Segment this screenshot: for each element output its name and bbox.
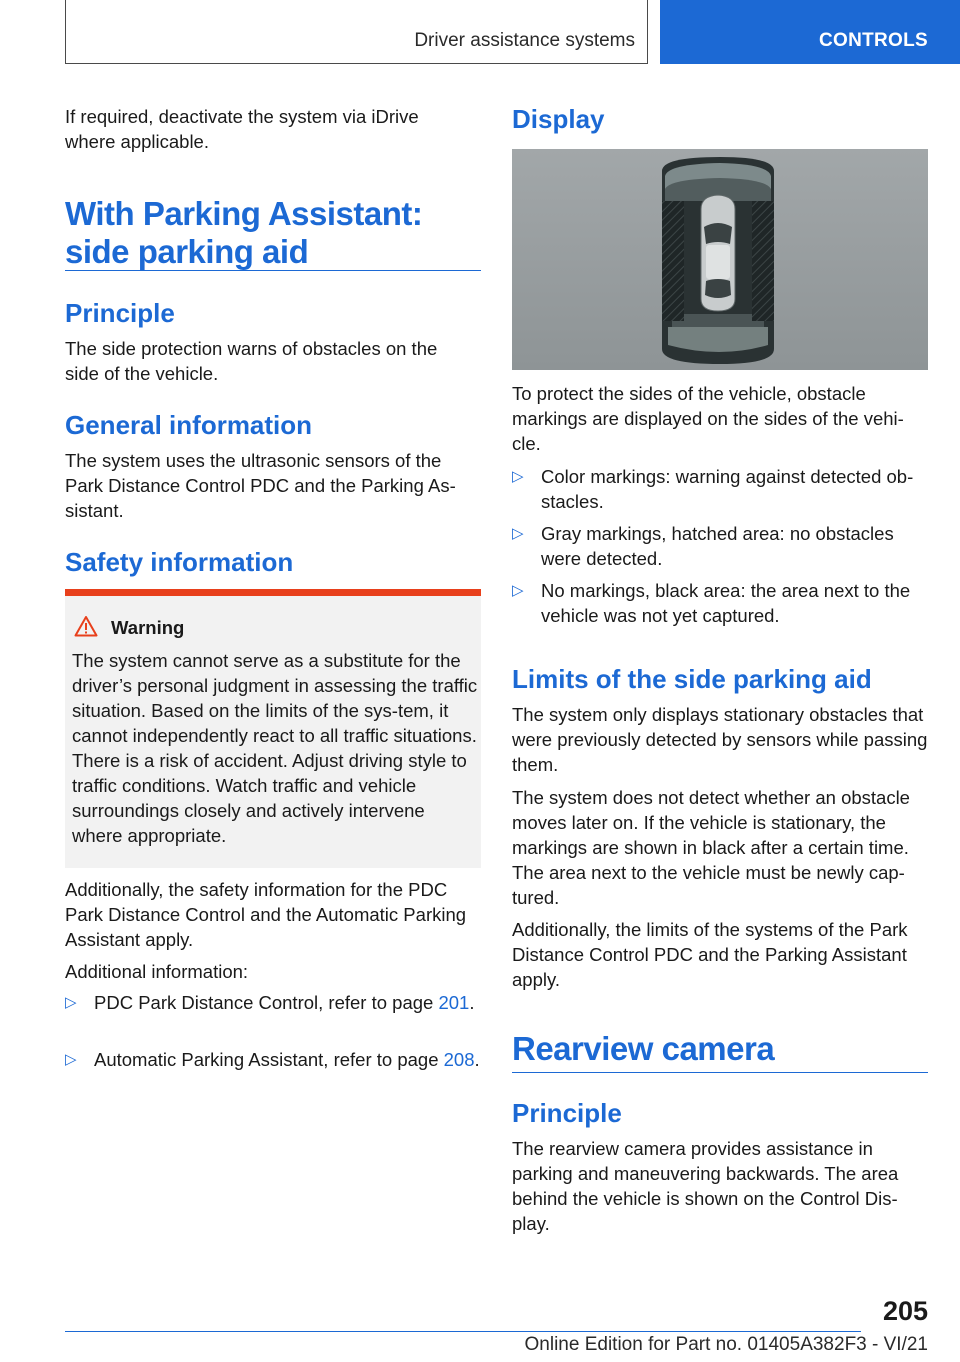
general-info-text: The system uses the ultrasonic sensors of the Park Distance Control PDC and the Parking As-sistant.: [65, 450, 456, 521]
warning-triangle-icon: [74, 615, 98, 637]
side-parking-aid-illustration: [512, 149, 928, 370]
edition-footer: Online Edition for Part no. 01405A382F3 - VI/21: [524, 1334, 928, 1355]
warning-title: Warning: [111, 617, 185, 638]
additional-text: Additionally, the safety information for the PDC Park Distance Control and the Automatic Parking Assistant apply.: [65, 879, 467, 950]
header-section-title: Driver assistance systems: [414, 30, 635, 51]
rearview-principle-text: The rearview camera provides assistance in parking and maneuvering backwards. The area behind the vehicle is shown on the Control Dis-play.: [512, 1138, 899, 1234]
limits-paragraph-2: The system does not detect whether an obstacle moves later on. If the vehicle is stationary, the markings are shown in black after a certain time. The area next to the vehicle must be newly cap-tured.: [512, 787, 910, 908]
section-heading-rule: [65, 270, 481, 271]
warning-text: The system cannot serve as a substitute for the driver’s personal judgment in assessing the traffic situation. Based on the limits of the sys-tem, it cannot independently react to all traffic situations. There is a risk of accident. Adjust driving style to traffic conditions. Watch traffic and vehicle surroundings closely and actively intervene where appropriate.: [72, 650, 478, 846]
limits-paragraph-1: The system only displays stationary obstacles that were previously detected by sensors while passing them.: [512, 704, 928, 775]
section-heading-rule: [512, 1072, 928, 1073]
side-parking-display-image: [512, 149, 928, 370]
list-item: ▷ PDC Park Distance Control, refer to page 201.: [65, 992, 475, 1013]
additional-info-label: Additional information:: [65, 961, 249, 982]
display-heading: Display: [512, 104, 605, 134]
list-item: ▷ Automatic Parking Assistant, refer to page 208.: [65, 1049, 480, 1070]
page-number: 205: [882, 1296, 928, 1326]
triangle-bullet-icon: ▷: [512, 582, 524, 599]
triangle-bullet-icon: ▷: [65, 994, 77, 1011]
section-heading-rearview-camera: Rearview camera: [512, 1030, 775, 1067]
list-item: ▷ Color markings: warning against detected ob-stacles.: [512, 466, 914, 512]
section-heading-side-parking-aid: With Parking Assistant: side parking aid: [65, 195, 423, 270]
page-link-208[interactable]: 208: [443, 1049, 475, 1070]
list-item: ▷ No markings, black area: the area next to the vehicle was not yet captured.: [512, 580, 911, 626]
list-item: ▷ Gray markings, hatched area: no obstacles were detected.: [512, 523, 894, 569]
triangle-bullet-icon: ▷: [512, 468, 524, 485]
header-section-box: [65, 0, 648, 64]
triangle-bullet-icon: ▷: [512, 525, 524, 542]
page-link-201[interactable]: 201: [438, 992, 470, 1013]
triangle-bullet-icon: ▷: [65, 1051, 77, 1068]
safety-info-heading: Safety information: [65, 547, 294, 577]
warning-bar: [65, 589, 481, 596]
general-info-heading: General information: [65, 410, 313, 440]
header-chapter-tab: [660, 0, 960, 64]
warning-box: [65, 589, 481, 868]
rearview-principle-heading: Principle: [512, 1098, 622, 1128]
header-chapter-title: CONTROLS: [818, 30, 928, 51]
principle-text: The side protection warns of obstacles on the side of the vehicle.: [65, 338, 438, 384]
limits-paragraph-3: Additionally, the limits of the systems of the Park Distance Control PDC and the Parking Assistant apply.: [512, 919, 908, 990]
display-text: To protect the sides of the vehicle, obstacle markings are displayed on the sides of the vehi-cle.: [512, 383, 904, 454]
footer-rule: [65, 1331, 861, 1332]
principle-heading: Principle: [65, 298, 175, 328]
limits-heading: Limits of the side parking aid: [512, 664, 872, 694]
intro-text: If required, deactivate the system via iDrive where applicable.: [65, 106, 419, 152]
